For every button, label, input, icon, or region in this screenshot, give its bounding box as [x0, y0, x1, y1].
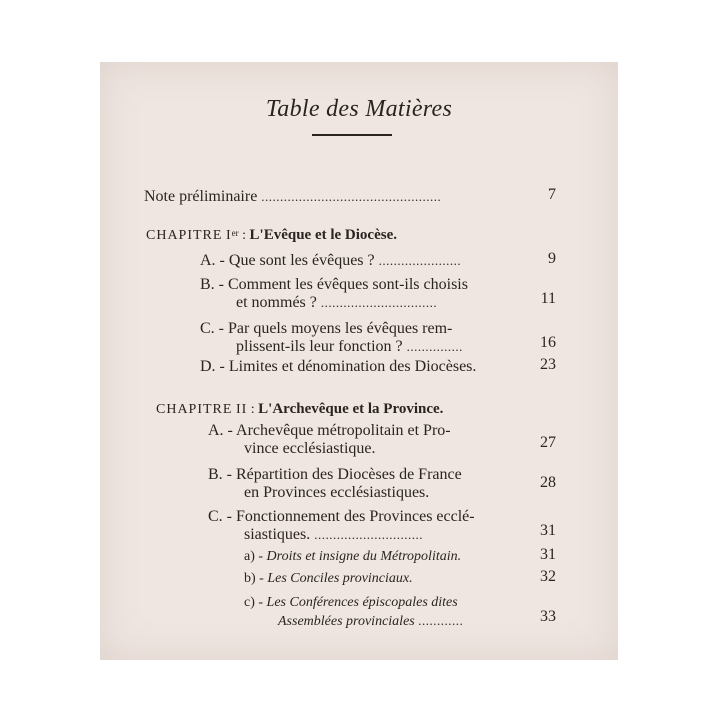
toc-entry-1c — [200, 320, 452, 338]
toc-page-number: 11 — [540, 290, 556, 307]
toc-entry-letter: C. - — [200, 320, 224, 337]
chapter-separator: : — [250, 402, 255, 417]
toc-page-number: 31 — [540, 546, 556, 563]
toc-leader-dots: ............................... — [320, 295, 438, 310]
toc-subentry-a — [244, 548, 461, 565]
chapter-prefix: CHAPITRE — [146, 228, 223, 243]
chapter-title: L'Archevêque et la Province. — [258, 401, 444, 417]
toc-entry-2b-cont — [244, 484, 429, 502]
toc-entry-label: et nommés ? — [236, 294, 317, 311]
toc-leader-dots: ............ — [418, 613, 464, 628]
toc-entry-1b — [200, 276, 468, 294]
page-title: Table des Matières — [265, 96, 453, 122]
toc-entry-1b-cont — [236, 294, 437, 312]
toc-entry-label: plissent-ils leur fonction ? — [236, 338, 403, 355]
toc-entry-label: vince ecclésiastique. — [244, 440, 376, 457]
toc-entry-1d — [200, 358, 476, 376]
chapter-number: I — [225, 228, 232, 243]
toc-entry-letter: C. - — [208, 508, 232, 525]
toc-page-number: 33 — [540, 608, 556, 625]
toc-entry-letter: A. - — [208, 422, 233, 439]
toc-entry-2b — [208, 466, 462, 484]
toc-subentry-letter: a) - — [244, 549, 264, 564]
toc-entry-2a — [208, 422, 451, 440]
book-page — [100, 62, 618, 660]
toc-entry-label: Comment les évêques sont-ils choisis — [228, 276, 468, 293]
toc-entry-letter: B. - — [208, 466, 232, 483]
chapter-number: II — [235, 402, 248, 417]
toc-entry-label: Archevêque métropolitain et Pro- — [236, 422, 451, 439]
chapter-heading-2 — [156, 400, 443, 419]
toc-entry-2c-cont — [244, 526, 423, 544]
chapter-prefix: CHAPITRE — [156, 402, 233, 417]
toc-entry-label: Par quels moyens les évêques rem- — [228, 320, 453, 337]
toc-entry-letter: A. - — [200, 252, 225, 269]
chapter-heading-1 — [146, 226, 397, 245]
toc-page-number: 7 — [548, 186, 556, 203]
toc-entry-letter: B. - — [200, 276, 224, 293]
toc-page-number: 27 — [540, 434, 556, 451]
toc-subentry-label: Droits et insigne du Métropolitain. — [266, 549, 462, 564]
chapter-number-sup: er — [231, 228, 239, 238]
toc-entry-1a — [200, 252, 461, 270]
toc-entry-preliminary — [144, 188, 441, 206]
toc-page-number: 9 — [548, 250, 556, 267]
toc-entry-label: Que sont les évêques ? — [228, 252, 375, 269]
toc-entry-label: Répartition des Diocèses de France — [236, 466, 462, 483]
toc-subentry-c-cont — [278, 612, 463, 630]
toc-subentry-label: Assemblées provinciales — [278, 614, 415, 629]
toc-entry-1c-cont — [236, 338, 463, 356]
toc-entry-label: Fonctionnement des Provinces ecclé- — [236, 508, 475, 525]
toc-subentry-c — [244, 594, 458, 611]
toc-subentry-label: Les Conciles provinciaux. — [267, 571, 413, 586]
toc-leader-dots: ............... — [406, 339, 463, 354]
toc-entry-label: Limites et dénomination des Diocèses. — [228, 358, 477, 375]
chapter-separator: : — [242, 228, 247, 243]
toc-page-number: 23 — [540, 356, 556, 373]
title-underline — [312, 134, 392, 136]
toc-page-number: 16 — [540, 334, 556, 351]
toc-entry-label: Note préliminaire — [144, 188, 258, 205]
toc-entry-label: siastiques. — [244, 526, 311, 543]
toc-leader-dots: ............................. — [314, 527, 423, 542]
toc-subentry-b — [244, 570, 413, 587]
toc-subentry-label: Les Conférences épiscopales dites — [266, 595, 458, 610]
toc-leader-dots: ................................................ — [261, 189, 442, 204]
toc-page-number: 31 — [540, 522, 556, 539]
toc-page-number: 28 — [540, 474, 556, 491]
toc-page-number: 32 — [540, 568, 556, 585]
toc-leader-dots: ...................... — [378, 253, 462, 268]
toc-entry-letter: D. - — [200, 358, 225, 375]
toc-subentry-letter: b) - — [244, 571, 264, 586]
toc-entry-2c — [208, 508, 475, 526]
toc-entry-2a-cont — [244, 440, 376, 458]
toc-subentry-letter: c) - — [244, 595, 264, 610]
toc-entry-label: en Provinces ecclésiastiques. — [244, 484, 430, 501]
chapter-title: L'Evêque et le Diocèse. — [249, 227, 397, 243]
